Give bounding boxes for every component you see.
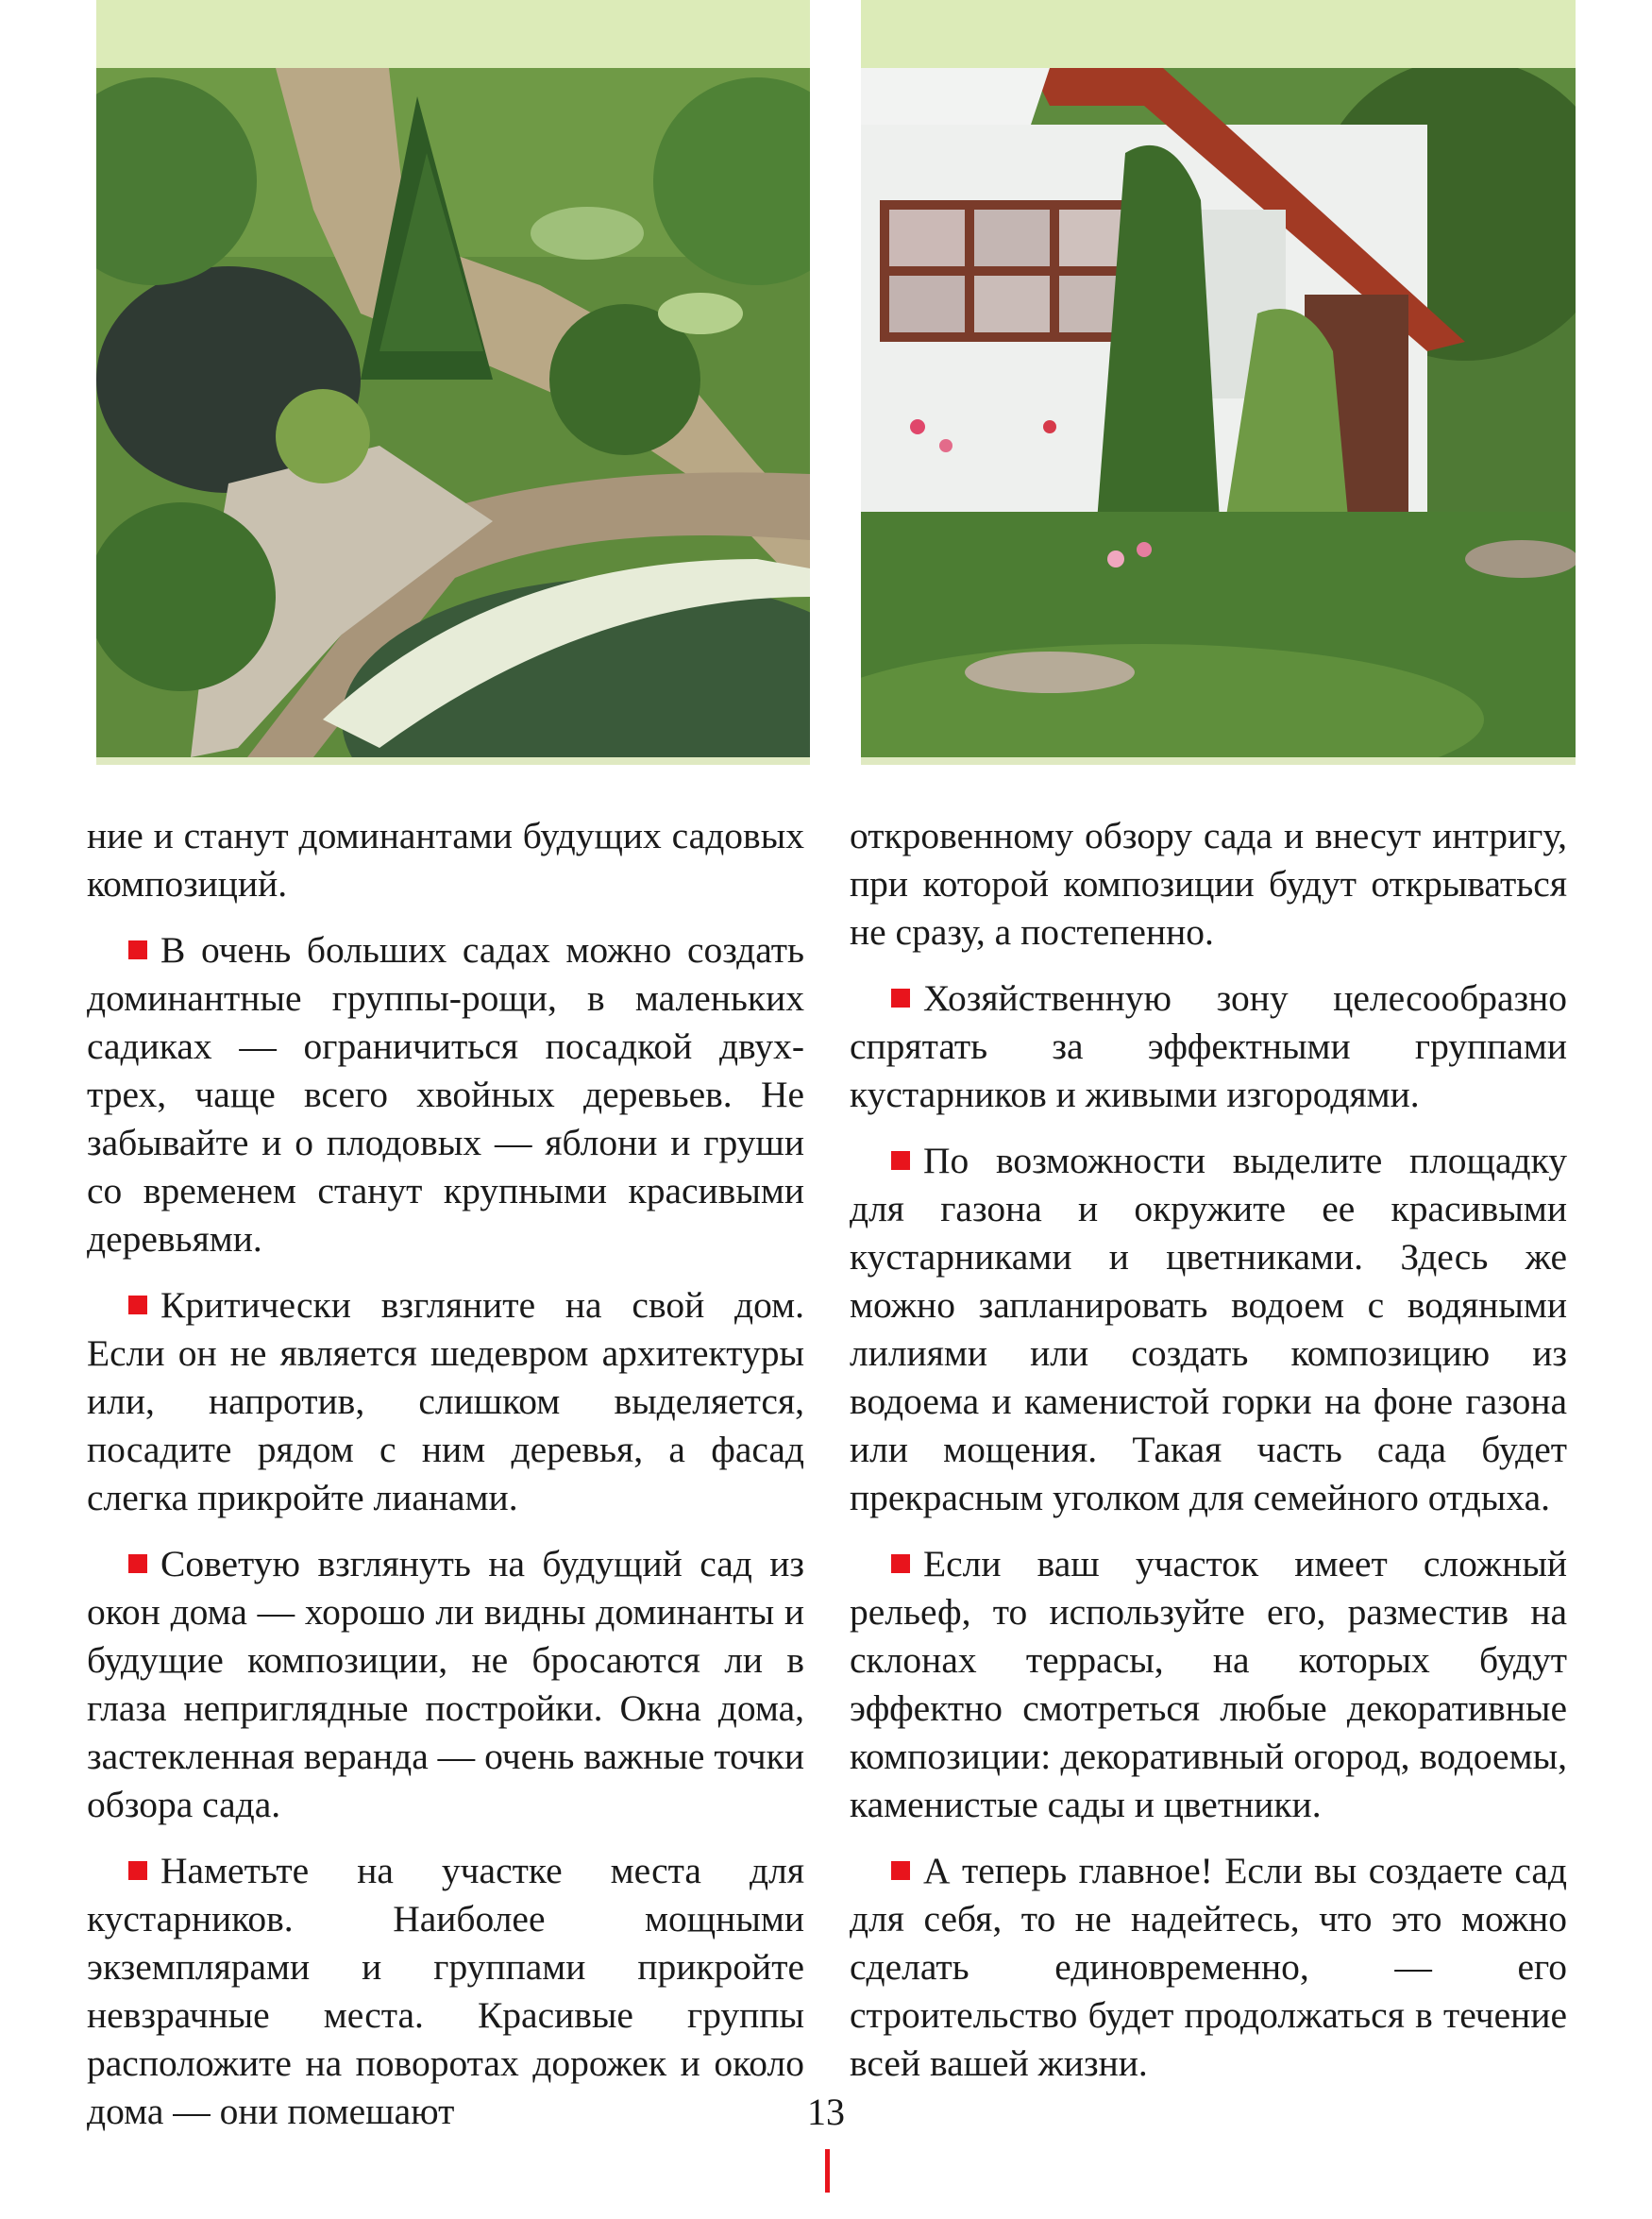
red-square-bullet-icon: [891, 1861, 910, 1880]
red-square-bullet-icon: [891, 1554, 910, 1573]
bullet-paragraph: [850, 1540, 1567, 1829]
paragraph: откровенному обзору сада и внесут интригу, при которой композиции будут открываться не сразу, а постепенно.: [850, 815, 1567, 953]
house-garden-image: [861, 68, 1576, 757]
bullet-paragraph: [87, 1281, 804, 1522]
page-marker: [825, 2149, 830, 2193]
red-square-bullet-icon: [128, 1554, 147, 1573]
red-square-bullet-icon: [128, 940, 147, 959]
red-square-bullet-icon: [891, 1151, 910, 1170]
paragraph-text: Наметьте на участке места для кустарников. Наиболее мощными экземплярами и группами прикройте невзрачные места. Красивые группы расположите на поворотах дорожек и около дома — они помешают: [87, 1850, 804, 2132]
bullet-paragraph: [850, 1847, 1567, 2088]
paragraph-text: По возможности выделите площадку для газона и окружите ее красивыми кустарниками и цветниками. Здесь же можно запланировать водоем с водяными лилиями или создать композицию из водоема и каменистой горки на фоне газона или мощения. Такая часть сада будет прекрасным уголком для семейного отдыха.: [850, 1140, 1567, 1518]
paragraph-text: В очень больших садах можно создать доминантные группы-рощи, в маленьких садиках — ограничиться посадкой двух-трех, чаще всего хвойных деревьев. Не забывайте и о плодовых — яблони и груши со временем станут крупными красивыми деревьями.: [87, 929, 804, 1260]
bullet-paragraph: [850, 1137, 1567, 1522]
right-text-column: [850, 812, 1567, 2106]
red-square-bullet-icon: [891, 989, 910, 1008]
red-square-bullet-icon: [128, 1861, 147, 1880]
bullet-paragraph: [850, 974, 1567, 1119]
paragraph-text: Советую взглянуть на будущий сад из окон дома — хорошо ли видны доминанты и будущие композиции, не бросаются ли в глаза неприглядные постройки. Окна дома, застекленная веранда — очень важные точки обзора сада.: [87, 1543, 804, 1825]
red-square-bullet-icon: [128, 1296, 147, 1314]
bullet-paragraph: [87, 926, 804, 1263]
paragraph-text: Хозяйственную зону целесообразно спрятать за эффектными группами кустарников и живыми изгородями.: [850, 977, 1567, 1115]
bullet-paragraph: [87, 1540, 804, 1829]
paragraph-text: Критически взгляните на свой дом. Если он не является шедевром архитектуры или, напротив, слишком выделяется, посадите рядом с ним деревья, а фасад слегка прикройте лианами.: [87, 1284, 804, 1518]
photo-top-band: [861, 0, 1576, 68]
paragraph-text: А теперь главное! Если вы создаете сад для себя, то не надейтесь, что это можно сделать единовременно, — его строительство будет продолжаться в течение всей вашей жизни.: [850, 1850, 1567, 2084]
photo-top-band: [96, 0, 810, 68]
left-text-column: [87, 812, 804, 2154]
page-number: 13: [807, 2091, 845, 2133]
garden-pond-image: [96, 68, 810, 757]
photo-house-garden: [861, 0, 1576, 765]
paragraph: ние и станут доминантами будущих садовых композиций.: [87, 815, 804, 905]
photo-garden-pond: [96, 0, 810, 765]
paragraph-text: Если ваш участок имеет сложный рельеф, то используйте его, разместив на склонах террасы, на которых будут эффектно смотреться любые декоративные композиции: декоративный огород, водоемы, каменистые сады и цветники.: [850, 1543, 1567, 1825]
